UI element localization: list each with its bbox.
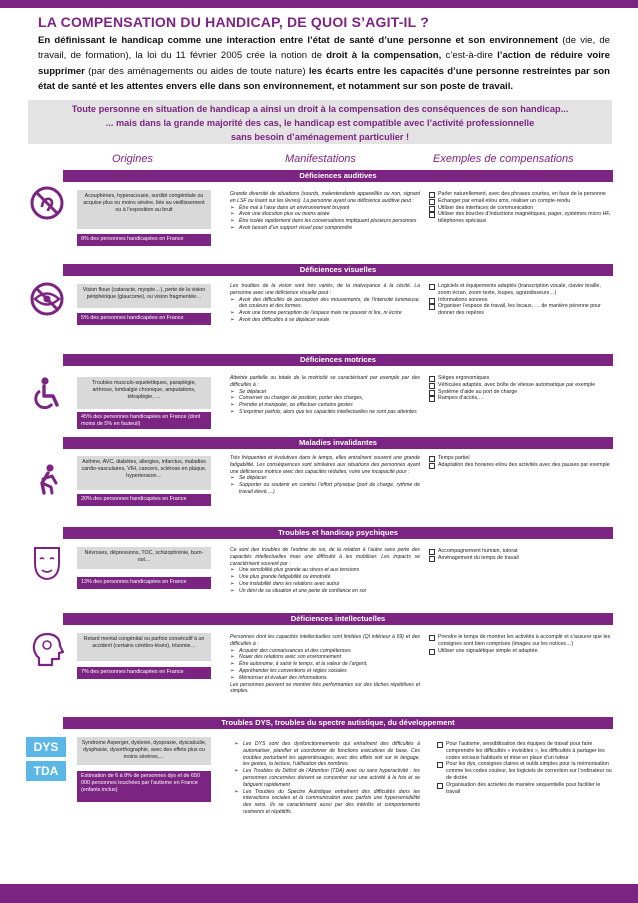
compensations-illness xyxy=(428,455,612,469)
compensations-visual xyxy=(428,283,612,317)
comp-item: Système d’aide au port de charge xyxy=(428,389,612,396)
banner-line-2: ... mais dans la grande majorité des cas, le handicap est compatible avec l’activité professionnelle xyxy=(105,118,535,129)
manifestations-psychic xyxy=(230,547,420,595)
stat-dys: Estimation de 6 à 8% de personnes dys et de 650 000 personnes touchées par l’autisme en France (enfants inclus) xyxy=(77,771,211,802)
intro-paragraph xyxy=(38,33,610,95)
column-header-origins: Origines xyxy=(112,153,153,165)
manif-item: ➢ Une instabilité dans les relations avec autrui xyxy=(230,581,420,588)
compensations-hearing xyxy=(428,191,612,225)
compensations-intellectual xyxy=(428,634,612,654)
manif-item: ➢ Être autonome, à saisir le temps, et la valeur de l’argent, xyxy=(230,661,420,668)
origin-box-visual: Vision floue (cataracte, myopie…), perte de la vision périphérique (glaucome), ou vision fragmentée… xyxy=(77,284,211,308)
comp-item: Temps partiel xyxy=(428,455,612,462)
comp-item: Pour les dys, consignes claires et outils simples pour la mémorisation comme les codes couleur, les logiciels de correction sur l’ordinateur ou de dictée xyxy=(436,761,612,781)
invalidating-illness-icon xyxy=(28,463,66,497)
compensations-psychic xyxy=(428,548,612,562)
manif-intro: Très fréquentes et évolutives dans le temps, elles entraînent souvent une grande fatigabilité. Les conséquences sont similaires aux situations des personnes ayant une déficience motrice avec des capacités réduites, voire une incapacité pour : xyxy=(230,455,420,475)
origin-box-illness: Asthme, AVC, diabètes, allergies, infarctus, maladies cardio-vasculaires, VIH, cancers, sclérose en plaque, hypertension… xyxy=(77,456,211,490)
intro-strong-3: droit à la compensation, xyxy=(326,50,442,62)
origin-box-hearing: Acouphènes, hyperacousie, surdité congénitale ou acquise plus ou moins sévère, liée au vieillissement ou à l’exposition au bruit xyxy=(77,190,211,229)
manifestations-motor xyxy=(230,375,420,416)
visually-impaired-icon xyxy=(28,282,66,316)
key-message-banner xyxy=(28,100,612,144)
manif-item: ➢ Supporter ou soutenir en continu l’effort physique (port de charge, rythme de travail élevé,…) xyxy=(230,482,420,496)
manif-item: ➢ Se déplacer xyxy=(230,389,420,396)
comp-item: Utiliser une signalétique simple et adaptée xyxy=(428,648,612,655)
manif-intro: Ce sont des troubles de l’estime de soi, de la relation à l’autre sans perte des capacités intellectuelles mais une difficulté à les mobiliser. Les impacts se caractérisent souvent par : xyxy=(230,547,420,567)
banner-line-3: sans besoin d’aménagement particulier ! xyxy=(230,132,410,143)
comp-item: Organisation des activités de manière séquentielle pour faciliter le travail xyxy=(436,782,612,796)
manifestations-dys xyxy=(234,741,420,816)
comp-item: Organiser l’espace de travail, les locaux, … de manière pérenne pour donner des repères xyxy=(428,303,612,317)
origin-box-psychic: Névroses, dépressions, TOC, schizophrénie, burn-out… xyxy=(77,547,211,569)
manif-intro: Atteinte partielle ou totale de la motricité se caractérisant par exemple par des difficultés à : xyxy=(230,375,420,388)
comp-item: Logiciels et équipements adaptés (transcription vocale, clavier braille, zoom écran, zoom texte, loupes, agrandisseurs…) xyxy=(428,283,612,297)
top-accent-bar xyxy=(0,0,638,8)
comp-item: Utiliser des interfaces de communication xyxy=(428,205,612,212)
wheelchair-icon xyxy=(28,376,66,410)
banner-line-1: Toute personne en situation de handicap a ainsi un droit à la compensation des conséquences de son handicap... xyxy=(71,104,569,114)
comp-item: Aménagement du temps de travail xyxy=(428,555,612,562)
intro-text-2: (de vie, de travail, de formation), la loi du 11 février 2005 crée la notion de xyxy=(38,35,610,62)
manif-item: ➢ Nouer des relations avec son environnement xyxy=(230,654,420,661)
comp-item: Accompagnement humain, tutorat xyxy=(428,548,612,555)
manif-item: ➢ Prendre et manipuler, ou effectuer certains gestes xyxy=(230,402,420,409)
comp-item: Parler naturellement, avec des phrases courtes, en face de la personne xyxy=(428,191,612,198)
manif-item: ➢ Conserver ou changer de position, porter des charges, xyxy=(230,395,420,402)
manif-item: ➢ Une sensibilité plus grande au stress et aux tensions xyxy=(230,567,420,574)
comp-item: Échanger par email et/ou sms, réaliser un compte-rendu xyxy=(428,198,612,205)
origin-box-intellectual: Retard mental congénital ou parfois consécutif à un accident (certains cérébro-lésés), trisomie… xyxy=(77,633,211,661)
stat-psychic: 13% des personnes handicapées en France xyxy=(77,577,211,589)
manif-item: ➢ Un déni de sa situation et une perte de confiance en soi xyxy=(230,588,420,595)
comp-item: Pour l’autisme, sensibilisation des équipes de travail pour faire comprendre les difficultés « invisibles », les difficultés à partager les codes sociaux habituels et mise en place d’un tuteur xyxy=(436,741,612,761)
section-bar-visual: Déficiences visuelles xyxy=(63,264,613,276)
page-title: LA COMPENSATION DU HANDICAP, DE QUOI S’AGIT-IL ? xyxy=(38,14,429,30)
manif-item: ➢ Avoir des difficultés de perception des mouvements, de l’intensité lumineuse, des couleurs et des formes. xyxy=(230,297,420,311)
manif-item: ➢ Avoir des difficultés à se déplacer seule xyxy=(230,317,420,324)
manif-item: ➢ Avoir une bonne perception de l’espace mais ne pouvoir ni lire, ni écrire xyxy=(230,310,420,317)
manifestations-visual xyxy=(230,283,420,324)
intro-strong-5: l’action de réduire voire supprimer xyxy=(38,50,611,77)
manif-intro: Grande diversité de situations (sourds, malentendants appareillés ou non, signant en LSF ou lisant sur les lèvres). La personne ayant une déficience auditive peut : xyxy=(230,191,420,204)
comp-item: Adaptation des horaires et/ou des activités avec des pauses par exemple xyxy=(428,462,612,469)
manif-intro: Les troubles de la vision sont très variés, de la malvoyance à la cécité. La personne avec une déficience visuelle peut : xyxy=(230,283,420,296)
manif-item: ➢ Être isolée rapidement dans les conversations impliquant plusieurs personnes xyxy=(230,218,420,225)
manif-item: ➢ Acquérir des connaissances et des compétences xyxy=(230,648,420,655)
manif-item: ➢ Les DYS sont des dysfonctionnements qui entraînent des difficultés à automatiser, planifier et coordonner de fonctions exécutives de base. Ces troubles perturbent les apprentissages, avec des effets soit sur le langage, les gestes, la lecture, l’utilisation des nombres. xyxy=(234,741,420,768)
manifestations-hearing xyxy=(230,191,420,232)
section-bar-intellectual: Déficiences intellectuelles xyxy=(63,613,613,625)
intro-strong-7: les écarts entre les capacités d’une personne restreintes par son état de santé et les attentes envers elle dans son environnement, et notamment sur son poste de travail. xyxy=(38,65,610,93)
manifestations-illness xyxy=(230,455,420,496)
comp-item: Informations sonores xyxy=(428,297,612,304)
manif-item: ➢ Avoir besoin d’un support visuel pour comprendre xyxy=(230,225,420,232)
manif-item: ➢ Avoir une élocution plus ou moins aisée xyxy=(230,211,420,218)
origin-box-motor: Troubles musculo-squelettiques, paraplégie, arthrose, lombalgie chronique, amputations, tétraplégie, … xyxy=(77,377,211,409)
column-header-compensations: Exemples de compensations xyxy=(433,153,574,165)
comp-item: Sièges ergonomiques xyxy=(428,375,612,382)
stat-visual: 5% des personnes handicapées en France xyxy=(77,313,211,325)
intellectual-head-icon xyxy=(28,632,66,666)
column-header-manifestations: Manifestations xyxy=(285,153,356,165)
stat-illness: 20% des personnes handicapées en France xyxy=(77,494,211,506)
manif-item: ➢ Les Troubles du Spectre Autistique entraînent des difficultés dans les interactions sociales et la communication avec parfois une hypersensibilité des sens. Ils se caractérisent aussi par des intérêts et comportements restreints et répétitifs. xyxy=(234,789,420,816)
manif-item: ➢ Se déplacer xyxy=(230,475,420,482)
bottom-accent-bar xyxy=(0,884,638,903)
manif-item: ➢ Appréhender les conventions et règles sociales xyxy=(230,668,420,675)
compensations-motor xyxy=(428,375,612,402)
hearing-impaired-icon xyxy=(28,186,66,220)
comp-item: Utiliser des boucles d’inductions magnétiques, pager, systèmes micro HF, téléphones spéciaux xyxy=(428,211,612,225)
manif-item: ➢ Les Troubles du Déficit de l’Attention (TDA) avec ou sans hyperactivité : les personnes concernées doivent se concentrer sur une activité à la fois et se fatiguent rapidement xyxy=(234,768,420,788)
manif-item: ➢ Être mal à l’aise dans un environnement bruyant xyxy=(230,205,420,212)
comp-item: Véhicules adaptés, avec boîte de vitesse automatique par exemple xyxy=(428,382,612,389)
section-bar-hearing: Déficiences auditives xyxy=(63,170,613,182)
stat-hearing: 8% des personnes handicapées en France xyxy=(77,234,211,246)
comp-item: Prendre le temps de montrer les activités à accomplir et s’assurer que les consignes sont bien comprises (images sur les notices…) xyxy=(428,634,612,648)
stat-motor: 45% des personnes handicapées en France (dont moins de 5% en fauteuil) xyxy=(77,412,211,429)
manif-item: ➢ S’exprimer parfois, alors que les capacités intellectuelles ne sont pas atteintes xyxy=(230,409,420,416)
tda-badge: TDA xyxy=(26,761,66,781)
intro-strong-1: En définissant le handicap comme une interaction entre l’état de santé d’une personne et son environnement xyxy=(38,35,559,46)
stat-intellectual: 7% des personnes handicapées en France xyxy=(77,667,211,679)
dys-badge: DYS xyxy=(26,737,66,757)
manifestations-intellectual xyxy=(230,634,420,695)
intro-text-4: c’est-à-dire xyxy=(441,50,498,62)
origin-box-dys: Syndrome Asperger, dyslexie, dyspraxie, dyscalculie, dysphasie, dysorthographie, avec des effets plus ou moins sévères,… xyxy=(77,737,211,765)
manif-outro: Les personnes peuvent se montrer très performantes sur des tâches répétitives et simples. xyxy=(230,681,420,695)
section-bar-illness: Maladies invalidantes xyxy=(63,437,613,449)
comp-item: Rampes d’accès,… xyxy=(428,395,612,402)
section-bar-psychic: Troubles et handicap psychiques xyxy=(63,527,613,539)
manif-item: ➢ Une plus grande fatigabilité ou émotivité xyxy=(230,574,420,581)
manif-intro: Personnes dont les capacités intellectuelles sont limitées (QI inférieur à 69) et des difficultés à : xyxy=(230,634,420,647)
psychic-mask-icon xyxy=(28,546,66,580)
section-bar-motor: Déficiences motrices xyxy=(63,354,613,366)
section-bar-dys: Troubles DYS, troubles du spectre autistique, du développement xyxy=(63,717,613,729)
compensations-dys xyxy=(436,741,612,795)
intro-text-6: (par des aménagements ou aides de toute nature) xyxy=(84,65,309,77)
manif-item: ➢ Mémoriser et évaluer des informations. xyxy=(230,675,420,682)
